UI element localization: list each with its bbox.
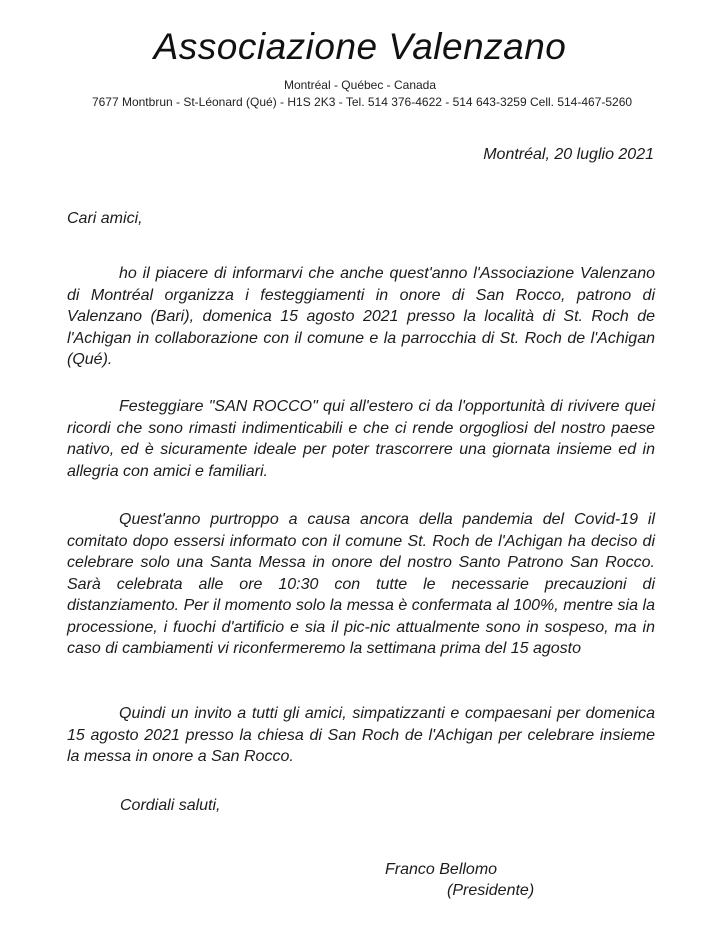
paragraph-celebration: Festeggiare "SAN ROCCO" qui all'estero ci da l'opportunità di rivivere quei ricordi che sono rimasti indimenticabili e che ci rende orgogliosi del nostro paese nativo, ed è sicuramente ideale per poter trascorrere una giornata insieme ed in allegria con amici e familiari. (67, 398, 655, 480)
signature-title: (Presidente) (447, 882, 535, 899)
paragraph-announcement: ho il piacere di informarvi che anche quest'anno l'Associazione Valenzano di Montréal organizza i festeggiamenti in onore di San Rocco, patrono di Valenzano (Bari), domenica 15 agosto 2021 presso la località di St. Roch de l'Achigan in collaborazione con il comune e la parrocchia di St. Roch de l'Achigan (Qué). (67, 265, 655, 368)
letter-closing: Cordiali saluti, (120, 797, 221, 814)
paragraph-covid-notice: Quest'anno purtroppo a causa ancora della pandemia del Covid-19 il comitato dopo essersi informato con il comune St. Roch de l'Achigan ha deciso di celebrare solo una Santa Messa in onore del nostro Santo Patrono San Rocco. Sarà celebrata alle ore 10:30 con tutte le necessarie precauzioni di distanziamento. Per il momento solo la messa è confermata al 100%, mentre sia la processione, i fuochi d'artificio e sia il pic-nic attualmente sono in sospeso, ma in caso di cambiamenti vi riconfermeremo la settimana prima del 15 agosto (67, 511, 655, 657)
signature-name: Franco Bellomo (385, 861, 498, 878)
letter-greeting: Cari amici, (67, 210, 143, 227)
letter-date: Montréal, 20 luglio 2021 (483, 146, 654, 163)
organization-contact: 7677 Montbrun - St-Léonard (Qué) - H1S 2K3 - Tel. 514 376-4622 - 514 643-3259 Cell. 514-467-5260 (91, 95, 633, 109)
organization-location: Montréal - Québec - Canada (283, 78, 437, 92)
organization-name: Associazione Valenzano (153, 26, 567, 67)
paragraph-invitation: Quindi un invito a tutti gli amici, simpatizzanti e compaesani per domenica 15 agosto 2021 presso la chiesa di San Roch de l'Achigan per celebrare insieme la messa in onore a San Rocco. (67, 705, 655, 765)
